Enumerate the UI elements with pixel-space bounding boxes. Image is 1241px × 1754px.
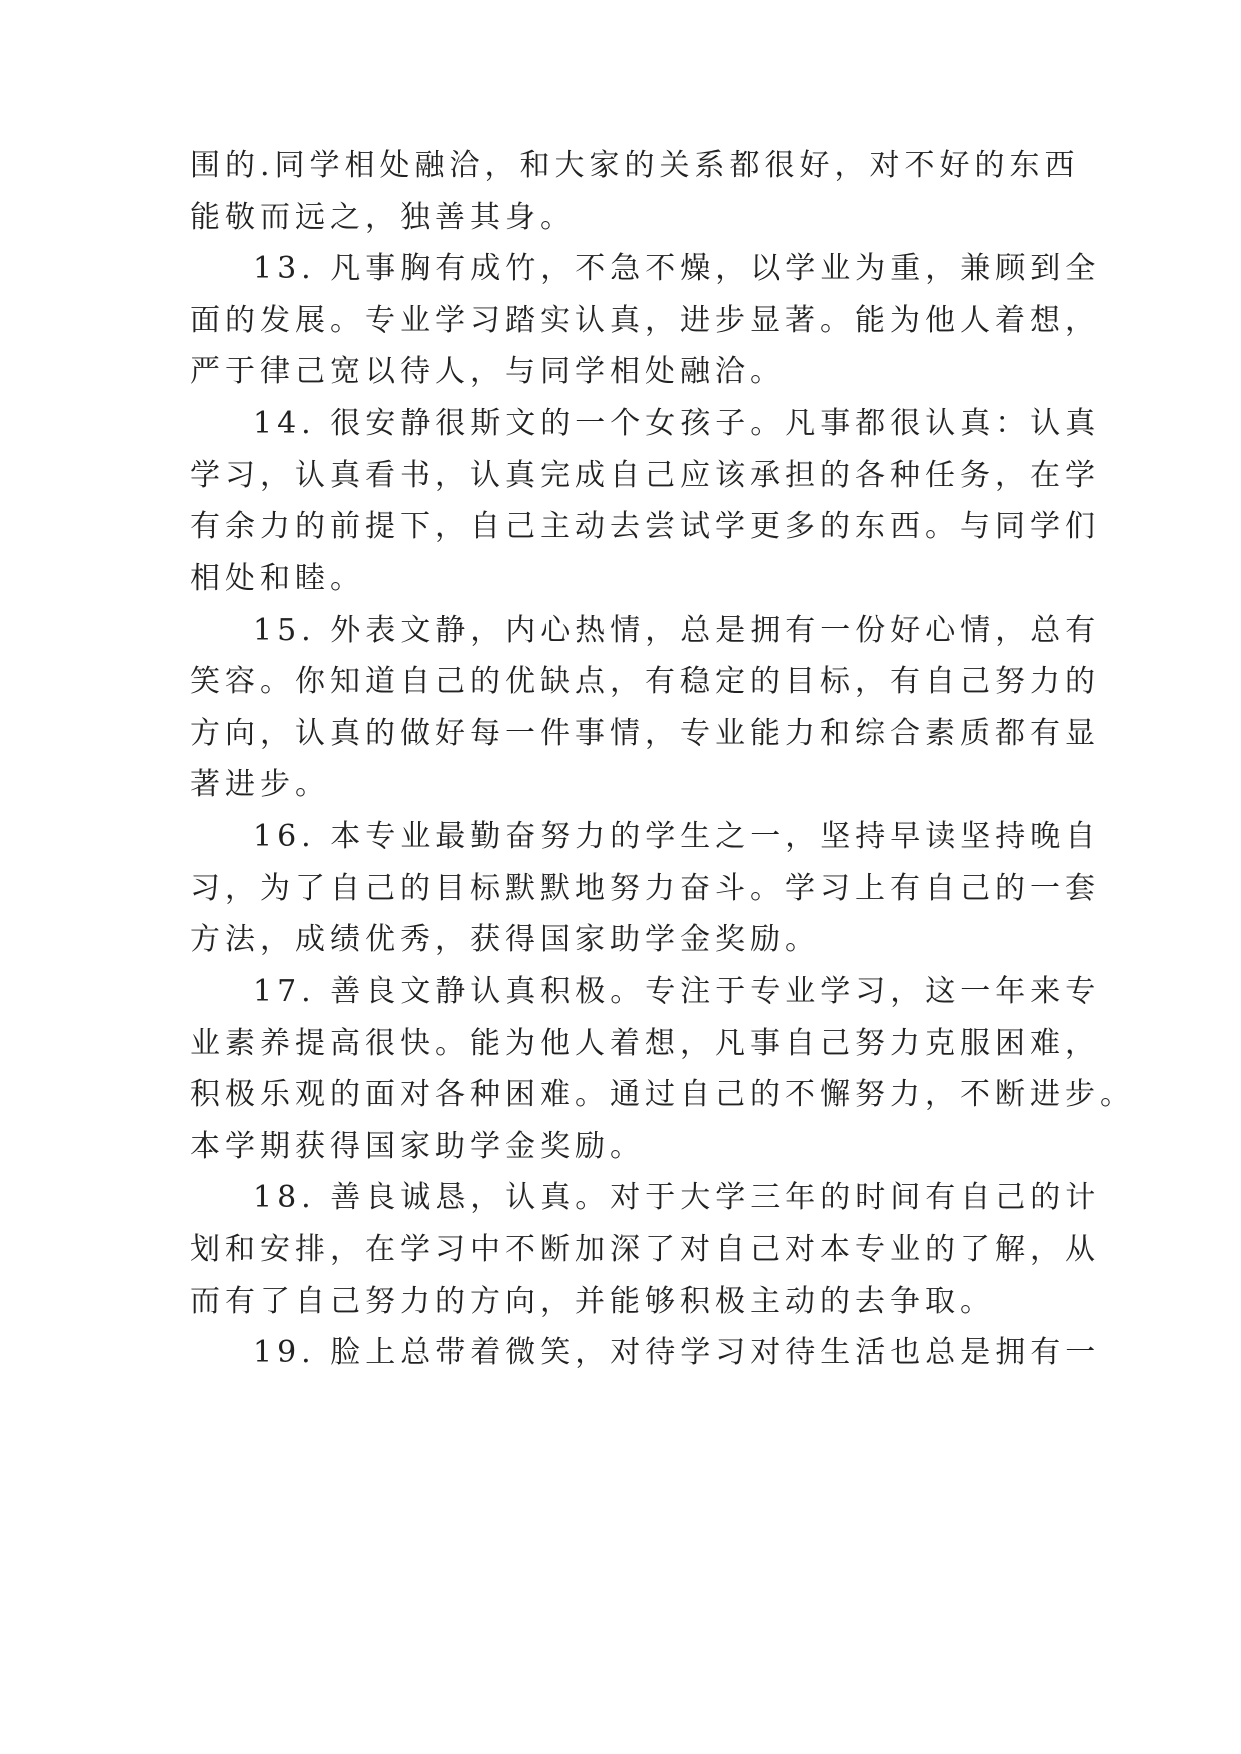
paragraph-17-line: 17. 善良文静认真积极。专注于专业学习，这一年来专 — [253, 974, 1101, 1009]
text-line: 著进步。 — [190, 767, 330, 802]
text-line: 能敬而远之，独善其身。 — [190, 200, 575, 235]
text-line: 本学期获得国家助学金奖励。 — [190, 1129, 645, 1164]
text-line: 有余力的前提下，自己主动去尝试学更多的东西。与同学们 — [190, 509, 1100, 544]
text-line: 相处和睦。 — [190, 561, 365, 596]
text-line: 而有了自己努力的方向，并能够积极主动的去争取。 — [190, 1284, 995, 1319]
paragraph-18-line: 18. 善良诚恳，认真。对于大学三年的时间有自己的计 — [253, 1180, 1101, 1215]
paragraph-14-line: 14. 很安静很斯文的一个女孩子。凡事都很认真：认真 — [253, 406, 1101, 441]
text-line: 面的发展。专业学习踏实认真，进步显著。能为他人着想， — [190, 303, 1100, 338]
paragraph-13-line: 13. 凡事胸有成竹，不急不燥，以学业为重，兼顾到全 — [253, 251, 1101, 286]
text-line: 业素养提高很快。能为他人着想，凡事自己努力克服困难， — [190, 1026, 1100, 1061]
text-line: 方法，成绩优秀，获得国家助学金奖励。 — [190, 922, 820, 957]
text-line: 笑容。你知道自己的优缺点，有稳定的目标，有自己努力的 — [190, 664, 1100, 699]
text-line: 划和安排，在学习中不断加深了对自己对本专业的了解，从 — [190, 1232, 1100, 1267]
paragraph-16-line: 16. 本专业最勤奋努力的学生之一，坚持早读坚持晚自 — [253, 819, 1101, 854]
text-line: 习，为了自己的目标默默地努力奋斗。学习上有自己的一套 — [190, 871, 1100, 906]
text-line: 严于律己宽以待人，与同学相处融洽。 — [190, 354, 785, 389]
text-line: 围的.同学相处融洽，和大家的关系都很好，对不好的东西 — [190, 148, 1080, 183]
text-line: 积极乐观的面对各种困难。通过自己的不懈努力，不断进步。 — [190, 1077, 1135, 1112]
paragraph-15-line: 15. 外表文静，内心热情，总是拥有一份好心情，总有 — [253, 613, 1101, 648]
text-line: 方向，认真的做好每一件事情，专业能力和综合素质都有显 — [190, 716, 1100, 751]
text-line: 学习，认真看书，认真完成自己应该承担的各种任务，在学 — [190, 458, 1100, 493]
paragraph-19-line: 19. 脸上总带着微笑，对待学习对待生活也总是拥有一 — [253, 1335, 1101, 1370]
